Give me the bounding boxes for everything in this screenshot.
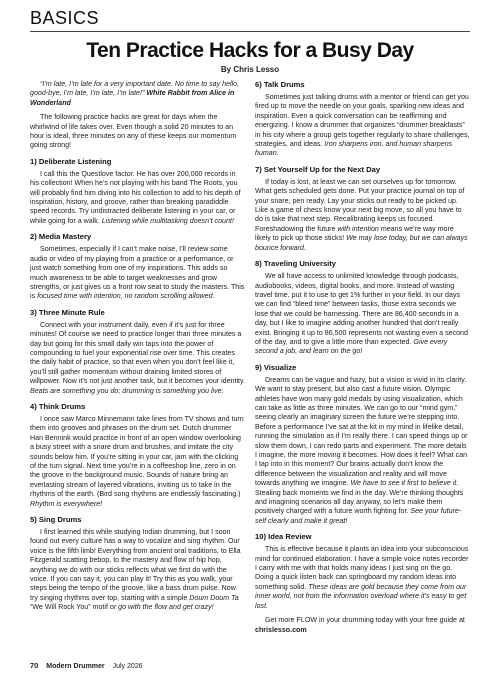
hack-heading-10: 10) Idea Review [255,532,312,542]
hack-heading-1: 1) Deliberate Listening [30,156,112,166]
page-footer [30,661,143,670]
article-byline: By Chris Lesso [220,65,280,74]
hack-heading-4: 4) Think Drums [30,401,86,411]
hack-paragraph-10: This is effective because it plants an idea into your subconscious mind for continued elaboration. I have a simple voice notes recorder I carry with me with that holds many ideas I just sing on the go. Doing a quick listen back can springboard my random ideas into something solid. These ideas are gold because they come from our inner world, not from the information overload where it’s easy to get lost. [255,545,469,610]
hack-paragraph-8: We all have access to unlimited knowledge through podcasts, audiobooks, videos, digital books, and more. Instead of wasting travel time, put it to use to get 1% further in your field. In our days we can find “bleed time” between tasks, those extra seconds we lose that we could be harnessing. There are 86,400 seconds in a day, but I like to imagine adding another hundred that don’t really exist. Bringing it up to 86,500 represents not wasting even a second of the day, and to give a little more than expected. Give every second a job, and learn on the go! [255,272,468,356]
hack-heading-7: 7) Set Yourself Up for the Next Day [255,164,381,174]
intro-quote: “I’m late, I’m late for a very important date. No time to say hello, good-bye, I’m late, I’m late, I’m late!” White Rabbit from Alice in Wonderland [30,80,240,107]
hack-heading-6: 6) Talk Drums [255,80,305,89]
hack-paragraph-4: I once saw Marco Minnemann take lines from TV shows and turn them into grooves and phrases on the drum set. Dutch drummer Han Bennink would practice in front of an open window overlooking a busy street with a snare drum and brushes, and imitate the city sounds below him. If you’re sitting in your car, jam with the clicking of the turn signal. Next time you’re in a coffeeshop line, zero in on the groove in the background music. Sounds of nature bring an everlasting stream of layered vibrations, inviting us to take in the rhythms of the earth. (Bird song rhythms are endlessly fascinating.) Rhythm is everywhere! [30,414,244,508]
quote-source: White Rabbit from Alice in Wonderland [30,89,235,107]
hack-paragraph-7: If today is lost, at least we can set ourselves up for tomorrow. What gets scheduled gets done. Put your practice journal on top of your snare, pen ready. Lay your sticks out ready to be picked up. Like a game of chess know your next big move, so all you have to do is take that next step. Recalibrating keeps us focused. Foreshadowing the future with intention means we’re way more likely to pick up those sticks! We may lose today, but we can always bounce forward. [255,177,468,252]
issue-date: July 2026 [112,663,143,670]
hack-heading-3: 3) Three Minute Rule [30,307,105,317]
hack-heading-2: 2) Media Mastery [30,232,92,242]
magazine-name: Modern Drummer [46,663,105,670]
page-number: 70 [30,661,39,670]
hack-heading-5: 5) Sing Drums [30,515,82,525]
section-tag: BASICS [30,8,100,28]
hack-heading-9: 9) Visualize [255,362,297,372]
right-column [255,80,470,640]
hack-paragraph-5: I first learned this while studying Indian drumming, but I soon found out every culture has a way to vocalize and sing rhythm. Our voice is the fifth limb! Everything from ancient oral traditions, to Ella Fitzgerald scatting bebop, to the mastery and flow of hip hop, anything we do with our sticks reflects what we first do with the voice. If you can say it, you can play it! Try this as you walk, your steps being the tempo of the groove, like a bass drum pulse. Now try singing rhythms over top, starting with a simple Doum Doum Ta “We Will Rock You” motif or go with the flow and get crazy! [30,528,241,612]
outro-paragraph: Get more FLOW in your drumming today with your free guide at chrislesso.com [255,616,465,634]
website-link[interactable]: chrislesso.com [255,625,307,634]
hack-paragraph-9: Dreams can be vague and hazy, but a vision is vivid in its clarity. We want to stay present, but also cast a future vision. Olympic athletes have won many gold medals by using visualization, which can take as little as three minutes. We can go to our “mind gym,” seeing clearly an imaginary screen the future we’re stepping into. Before a performance I’ve sat at the kit in my mind in lifelike detail, running the simulation as if I’m really there. I can speed things up or slow them down, I can redo parts and experiment. The more details I imagine, the more moving it becomes. How does it feel? What can I tap into in this moment? Our brains actually don’t know the difference between the visualization and reality and will move towards anything we imagine. We have to see it first to believe it. Stealing back moments we find in the day. We’re thinking thoughts and imagining scenarios all day anyway, so let’s make them positively charged with a future worth fighting for. See your future-self clearly and make it great! [255,375,468,525]
left-column [30,80,245,618]
hack-paragraph-6: Sometimes just talking drums with a mentor or friend can get you fired up to move the needle on your goals, sparking new ideas and inspiration. Even a quick conversation can be reaffirming and energizing. I know a drummer that organizes “drummer breakfasts” in his city where a group gets together regularly to share challenges, strategies, and ideas. Iron sharpens iron, and human sharpens human. [255,93,470,158]
intro-paragraph: The following practice hacks are great for days when the whirlwind of life takes over. Even though a solid 20 minutes to an hour is ideal, three minutes on any of these keeps our momentum going strong! [30,113,237,150]
hack-paragraph-1: I call this the Questlove factor. He has over 200,000 records in his collection! When he’s not playing with his band The Roots, you will probably find him diving into his collection to add to his depth of inspiration, history, and groove, rather than breaking paradiddle speed records. Try undistracted deliberate listening in your car, or while going for a walk. Listening while multitasking doesn’t count! [30,169,241,225]
hack-paragraph-3: Connect with your instrument daily, even if it’s just for three minutes! Of course we need to practice longer than three minutes a day but going for this small daily win taps into the power of compounding to fuel your exponential rise over time. This creates the daily habit of practice, so that even when you don’t feel like it, you’ll still gather momentum without draining limited stores of willpower. Now it’s not just another task, but it becomes your identity. Beats are something you do; drumming is something you live. [30,320,246,395]
hack-heading-8: 8) Traveling University [255,259,337,269]
section-divider [30,31,470,32]
article-title: Ten Practice Hacks for a Busy Day [86,39,414,62]
hack-paragraph-2: Sometimes, especially if I can’t make noise, I’ll review some audio or video of my playing from a practice or a performance, or just watch something from one of my inspirations. This adds so much awareness to be able to target weaknesses and grow strengths, or just gives us a front row seat to study the masters. This is focused time with intention, no random scrolling allowed. [30,245,245,301]
